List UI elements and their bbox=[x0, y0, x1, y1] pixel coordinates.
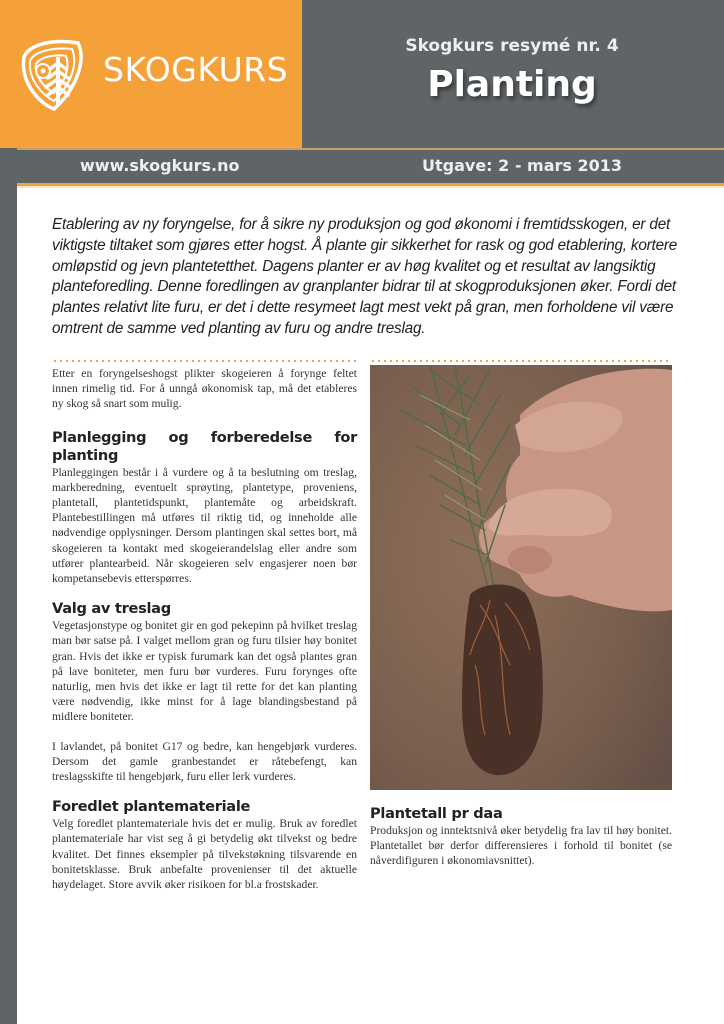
brand-name: SKOGKURS bbox=[103, 50, 289, 89]
section-heading: Foredlet plantemateriale bbox=[52, 798, 251, 816]
subheader-accent-line-light bbox=[17, 186, 724, 188]
left-rail bbox=[0, 148, 17, 1024]
seedling-photo bbox=[370, 365, 672, 790]
page-title: Planting bbox=[427, 64, 597, 105]
section-paragraph: I lavlandet, på bonitet G17 og bedre, kan hengebjørk vurderes. Dersom det gamle granbestandet er råtebefengt, kan treslagsskifte til hengebjørk, furu eller lerk vurderes. bbox=[52, 739, 357, 784]
tree-ring-logo-icon bbox=[16, 37, 86, 112]
section-paragraph: Planleggingen består i å vurdere og å ta beslutning om treslag, markberedning, eventuelt sprøyting, plantetype, proveniens, plantetall, plantetidspunkt, plantemåte og arbeidskraft. Plantebestillingen må utføres til riktig tid, og inneholde alle nødvendige opplysninger. Dersom plantingen skal settes bort, må skogeieren ta kontakt med skogeierandelslag eller andre som utfører plantearbeid. Når skogeieren selv engasjerer noen bør kompetansebevis etterspørres. bbox=[52, 465, 357, 586]
section-paragraph: Velg foredlet plantemateriale hvis det er mulig. Bruk av foredlet plantemateriale har vist seg å gi betydelig økt tilvekst og bedre kvalitet. Det finnes eksempler på tilvekstøkning tilsvarende en bonitetsklasse. Bruk anbefalte provenienser til det aktuelle høydelaget. Store avvik øker risikoen for bl.a frostskader. bbox=[52, 817, 357, 892]
intro-paragraph: Etablering av ny foryngelse, for å sikre ny produksjon og god økonomi i fremtidsskogen, er det viktigste tiltaket som gjøres etter hogst. Å plante gir sikkerhet for rask og god etablering, kortere omløpstid og jevn plantetetthet. Dagens planter er av høg kvalitet og et resultat av langsiktig planteforedling. Denne foredlingen av granplanter bidrar til at skogproduksjonen øker. Fordi det plantes relativt lite furu, er det i dette resymeet lagt mest vekt på gran, men forholdene vil være omtrent de samme ved planting av furu og andre treslag. bbox=[52, 216, 678, 337]
series-label: Skogkurs resymé nr. 4 bbox=[405, 36, 619, 56]
section-heading: Plantetall pr daa bbox=[370, 805, 503, 822]
seedling-illustration bbox=[370, 365, 672, 790]
right-column bbox=[370, 805, 672, 869]
section-heading: Valg av treslag bbox=[52, 600, 171, 618]
section-heading: Planlegging og forberedelse for planting bbox=[52, 428, 357, 464]
section-paragraph: Produksjon og inntektsnivå øker betydelig fra lav til høy bonitet. Plantetallet bør derfor differensieres i forhold til bonitet (se nåverdifiguren i økonomiavsnittet). bbox=[370, 824, 672, 868]
dotted-divider bbox=[52, 360, 358, 362]
section-paragraph: Vegetasjonstype og bonitet gir en god pekepinn på hvilket treslag man bør satse på. I valget mellom gran og furu tilsier høy bonitet gran. Hvis det ikke er typisk furumark kan det også plantes gran på lave boniteter, men furu bør vurderes. Furu forynges ofte naturlig, men hvis det ikke er lagt til rette for det kan planting være nødvendig, ikke minst for å lage blandingsbestand på midlere boniteter. bbox=[52, 619, 357, 724]
edition-label: Utgave: 2 - mars 2013 bbox=[422, 156, 623, 175]
left-column bbox=[52, 366, 357, 892]
dotted-divider bbox=[370, 360, 672, 362]
website-link[interactable]: www.skogkurs.no bbox=[80, 156, 240, 175]
lead-paragraph: Etter en foryngelseshogst plikter skogeieren å forynge feltet innen rimelig tid. For å unngå økonomisk tap, må det etableres ny skog så snart som mulig. bbox=[52, 367, 357, 411]
